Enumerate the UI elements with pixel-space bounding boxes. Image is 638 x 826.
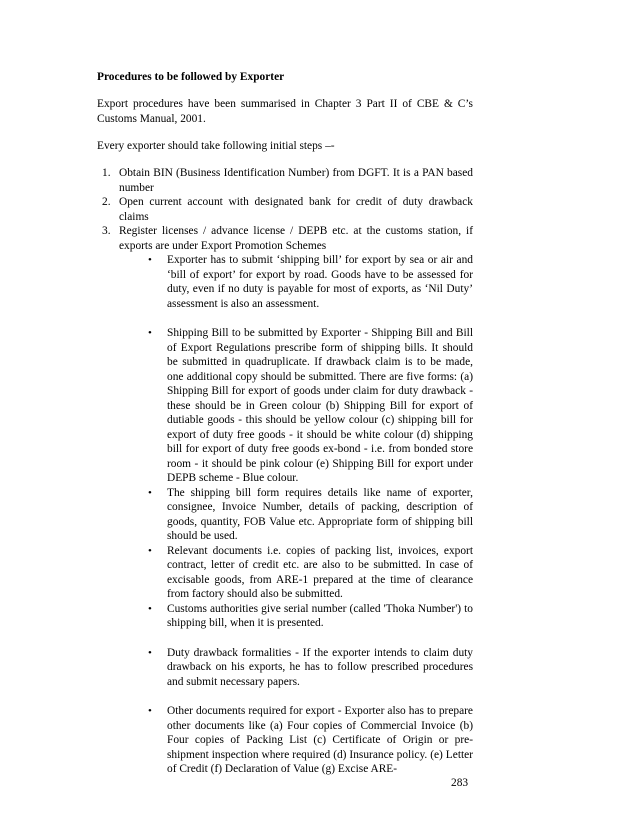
step-text: Register licenses / advance license / DEPB etc. at the customs station, if exports are under Export Promotion Schemes [119, 225, 473, 252]
bullet-text: The shipping bill form requires details like name of exporter, consignee, Invoice Number, details of packing, description of goods, quantity, FOB Value etc. Appropriate form of shipping bill should be used. [167, 486, 473, 542]
steps-intro-block [97, 139, 473, 154]
bullet-icon: • [148, 486, 152, 499]
steps-intro: Every exporter should take following initial steps –- [97, 140, 335, 152]
section-heading: Procedures to be followed by Exporter [97, 71, 285, 83]
bullet-text: Duty drawback formalities - If the exporter intends to claim duty drawback on his exports, he has to follow prescribed procedures and submit necessary papers. [167, 646, 473, 688]
bullet-list [97, 253, 473, 777]
step-text: Open current account with designated bank for credit of duty drawback claims [119, 196, 473, 223]
heading [97, 70, 473, 85]
bullet-text: Relevant documents i.e. copies of packing list, invoices, export contract, letter of credit etc. are also to be submitted. In case of excisable goods, from ARE-1 prepared at the time of clearance from factory should also be submitted. [167, 544, 473, 600]
bullet-group [148, 253, 473, 777]
bullet-text: Shipping Bill to be submitted by Exporter - Shipping Bill and Bill of Export Regulations prescribe form of shipping bills. It should be submitted in quadruplicate. If drawback claim is to be made, one additional copy should be submitted. There are five forms: (a) Shipping Bill for export of goods under claim for duty drawback - these should be in Green colour (b) Shipping Bill for export of dutiable goods - this should be yellow colour (c) shipping bill for export of duty free goods - it should be white colour (d) shipping bill for export of duty free goods ex-bond - i.e. from bonded store room - it should be pink colour (e) Shipping Bill for export under DEPB scheme - Blue colour. [167, 327, 473, 484]
bullet-item [148, 544, 473, 602]
bullet-icon: • [148, 646, 152, 659]
steps-list [97, 166, 473, 253]
bullet-icon: • [148, 705, 152, 717]
intro-block [97, 97, 473, 126]
bullet-icon: • [148, 254, 152, 266]
bullet-item [148, 704, 473, 777]
bullet-icon: • [148, 544, 152, 557]
bullet-icon: • [148, 602, 152, 615]
bullet-item [148, 646, 473, 690]
intro-paragraph: Export procedures have been summarised in Chapter 3 Part II of CBE & C’s Customs Manual, 2001. [97, 98, 473, 125]
step-item [97, 195, 473, 224]
step-number: 1. [102, 167, 111, 179]
bullet-item [148, 486, 473, 544]
bullet-item [148, 602, 473, 631]
step-text: Obtain BIN (Business Identification Number) from DGFT. It is a PAN based number [119, 167, 473, 194]
step-item [97, 224, 473, 253]
page-number: 283 [451, 777, 469, 789]
bullet-text: Exporter has to submit ‘shipping bill’ for export by sea or air and ‘bill of export’ for export by road. Goods have to be assessed for duty, even if no duty is payable for most of exports, as ‘Nil Duty’ assessment is also an assessment. [167, 254, 473, 310]
step-number: 2. [102, 196, 111, 208]
bullet-item [148, 253, 473, 311]
step-number: 3. [102, 225, 111, 237]
step-item [97, 166, 473, 195]
bullet-text: Other documents required for export - Exporter also has to prepare other documents like (a) Four copies of Commercial Invoice (b) Four copies of Packing List (c) Certificate of Origin or pre-shipment inspection where required (d) Insurance policy. (e) Letter of Credit (f) Declaration of Value (g) Excise ARE- [167, 705, 473, 775]
bullet-icon: • [148, 327, 152, 339]
bullet-item [148, 326, 473, 486]
bullet-text: Customs authorities give serial number (called 'Thoka Number') to shipping bill, when it is presented. [167, 602, 473, 629]
